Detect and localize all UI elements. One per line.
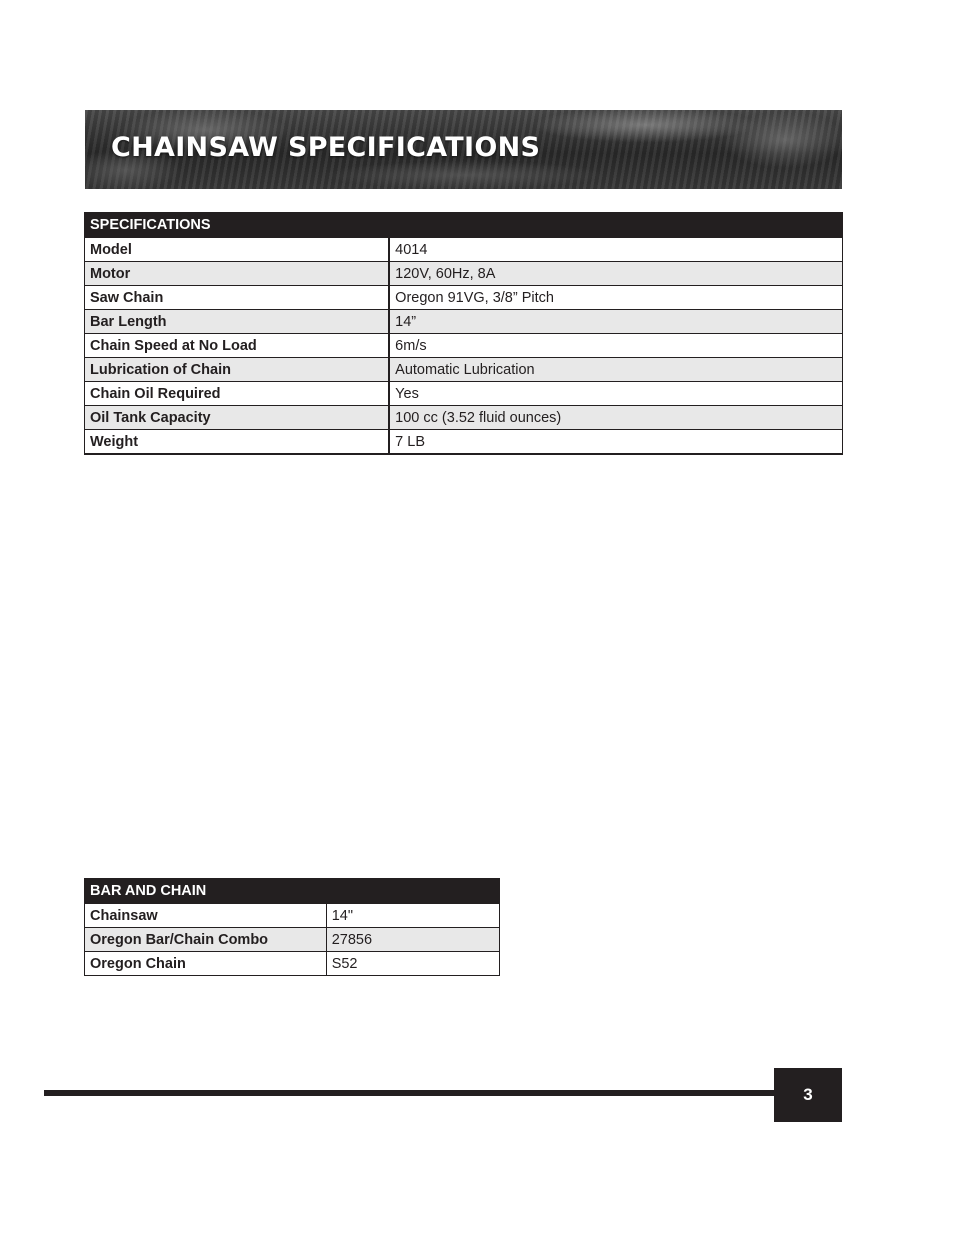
table-row bbox=[85, 430, 843, 455]
spec-value: 4014 bbox=[389, 238, 842, 262]
table-row bbox=[85, 334, 843, 358]
spec-label: Chain Speed at No Load bbox=[85, 334, 390, 358]
table-row bbox=[85, 238, 843, 262]
specifications-heading: SPECIFICATIONS bbox=[85, 213, 843, 238]
table-row bbox=[85, 262, 843, 286]
spec-value: 120V, 60Hz, 8A bbox=[389, 262, 842, 286]
spec-label: Weight bbox=[85, 430, 390, 455]
bar-chain-value: S52 bbox=[326, 952, 499, 976]
table-header-row bbox=[85, 879, 500, 904]
bar-and-chain-table bbox=[84, 878, 500, 976]
table-row bbox=[85, 904, 500, 928]
spec-label: Chain Oil Required bbox=[85, 382, 390, 406]
page-number: 3 bbox=[774, 1068, 842, 1122]
bar-chain-label: Chainsaw bbox=[85, 904, 327, 928]
spec-value: 14” bbox=[389, 310, 842, 334]
specifications-table bbox=[84, 212, 843, 455]
table-row bbox=[85, 286, 843, 310]
spec-label: Lubrication of Chain bbox=[85, 358, 390, 382]
spec-value: Yes bbox=[389, 382, 842, 406]
spec-label: Model bbox=[85, 238, 390, 262]
page-title: CHAINSAW SPECIFICATIONS bbox=[111, 132, 541, 163]
table-row bbox=[85, 406, 843, 430]
table-row bbox=[85, 952, 500, 976]
bar-chain-label: Oregon Bar/Chain Combo bbox=[85, 928, 327, 952]
table-row bbox=[85, 382, 843, 406]
spec-label: Saw Chain bbox=[85, 286, 390, 310]
table-header-row bbox=[85, 213, 843, 238]
table-row bbox=[85, 310, 843, 334]
spec-value: Automatic Lubrication bbox=[389, 358, 842, 382]
bar-and-chain-heading: BAR AND CHAIN bbox=[85, 879, 500, 904]
spec-label: Bar Length bbox=[85, 310, 390, 334]
spec-value: Oregon 91VG, 3/8” Pitch bbox=[389, 286, 842, 310]
table-row bbox=[85, 928, 500, 952]
spec-value: 100 cc (3.52 fluid ounces) bbox=[389, 406, 842, 430]
spec-label: Oil Tank Capacity bbox=[85, 406, 390, 430]
table-row bbox=[85, 358, 843, 382]
footer-rule bbox=[44, 1090, 776, 1096]
bar-chain-value: 27856 bbox=[326, 928, 499, 952]
bar-chain-label: Oregon Chain bbox=[85, 952, 327, 976]
bar-chain-value: 14" bbox=[326, 904, 499, 928]
spec-value: 6m/s bbox=[389, 334, 842, 358]
spec-label: Motor bbox=[85, 262, 390, 286]
title-banner bbox=[85, 110, 842, 189]
spec-value: 7 LB bbox=[389, 430, 842, 455]
